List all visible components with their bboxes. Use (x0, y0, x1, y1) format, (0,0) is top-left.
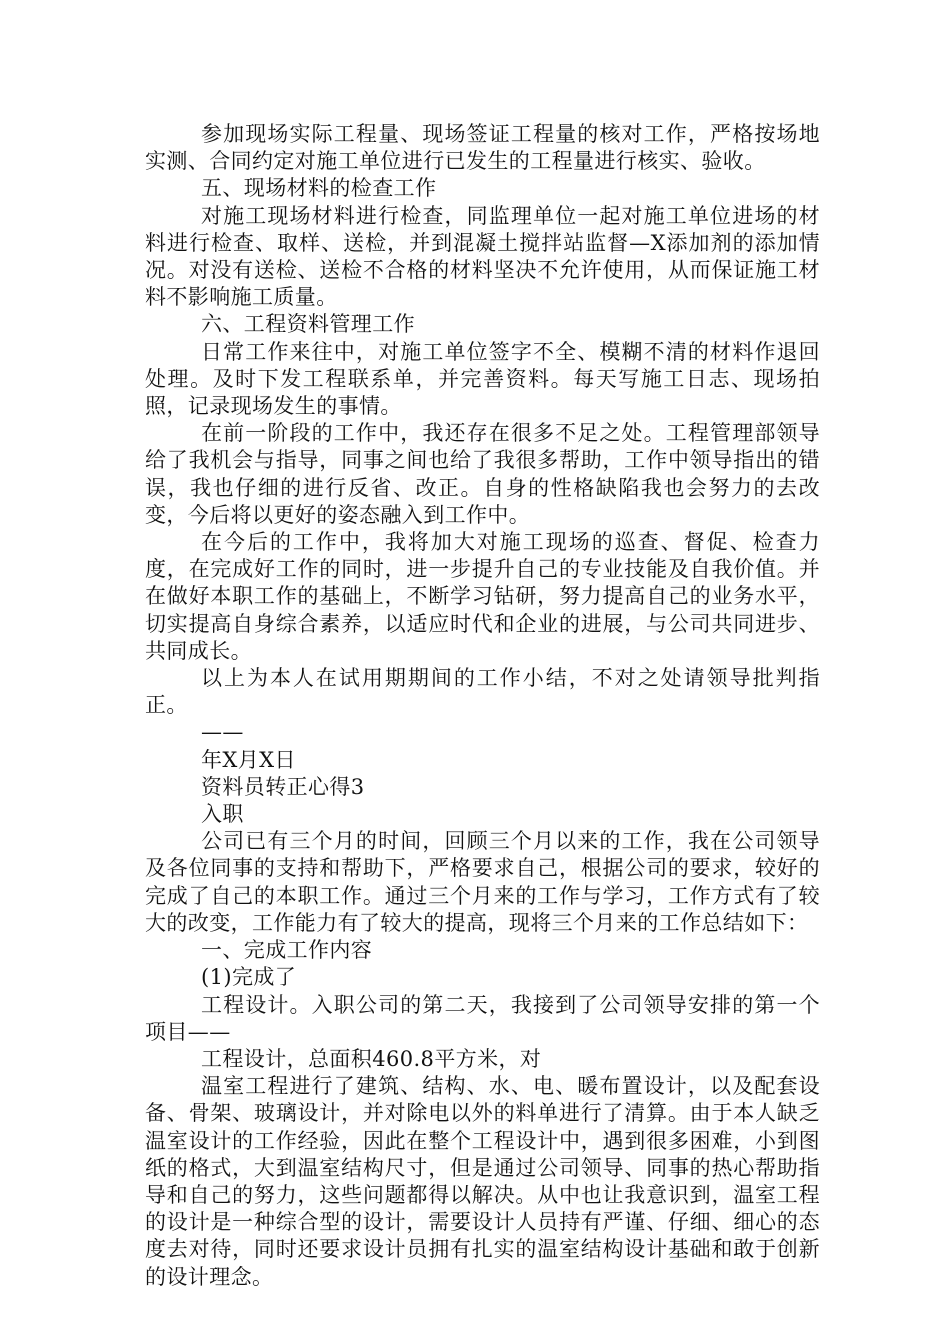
heading-completed-work: 一、完成工作内容 (201, 938, 373, 963)
heading-material-inspection: 五、现场材料的检查工作 (201, 176, 437, 201)
paragraph-document-management: 日常工作来往中，对施工单位签字不全、模糊不清的材料作退回处理。及时下发工程联系单，并完善资料。每天写施工日志、现场拍照，记录现场发生的事情。 (145, 339, 820, 419)
paragraph-onboarding-label: 入职 (201, 802, 244, 827)
list-item-1: (1)完成了 (201, 965, 297, 990)
paragraph-first-project: 工程设计。入职公司的第二天，我接到了公司领导安排的第一个项目—— (145, 992, 820, 1044)
heading-document-management: 六、工程资料管理工作 (201, 312, 415, 337)
section-title: 资料员转正心得3 (201, 774, 365, 799)
paragraph-future-plans: 在今后的工作中，我将加大对施工现场的巡查、督促、检查力度，在完成好工作的同时，进一步提升自己的专业技能及自我价值。并在做好本职工作的基础上，不断学习钻研，努力提高自己的业务水平，切实提高自身综合素养，以适应时代和企业的进展，与公司共同进步、共同成长。 (145, 530, 820, 663)
paragraph-greenhouse-design: 温室工程进行了建筑、结构、水、电、暖布置设计，以及配套设备、骨架、玻璃设计，并对除电以外的料单进行了清算。由于本人缺乏温室设计的工作经验，因此在整个工程设计中，遇到很多困难，小到图纸的格式，大到温室结构尺寸，但是通过公司领导、同事的热心帮助指导和自己的努力，这些问题都得以解决。从中也让我意识到，温室工程的设计是一种综合型的设计，需要设计人员持有严谨、仔细、细心的态度去对待，同时还要求设计员拥有扎实的温室结构设计基础和敢于创新的设计理念。 (145, 1074, 820, 1289)
document-body (145, 121, 820, 1291)
paragraph-workload-verification: 参加现场实际工程量、现场签证工程量的核对工作，严格按场地实测、合同约定对施工单位进行已发生的工程量进行核实、验收。 (145, 122, 820, 174)
paragraph-closing: 以上为本人在试用期期间的工作小结，不对之处请领导批判指正。 (145, 666, 820, 718)
paragraph-material-inspection: 对施工现场材料进行检查，同监理单位一起对施工单位进场的材料进行检查、取样、送检，并到混凝土搅拌站监督—X添加剂的添加情况。对没有送检、送检不合格的材料坚决不允许使用，从而保证施工材料不影响施工质量。 (145, 203, 820, 310)
date-line: 年X月X日 (201, 747, 296, 772)
paragraph-three-months-review: 公司已有三个月的时间，回顾三个月以来的工作，我在公司领导及各位同事的支持和帮助下，严格要求自己，根据公司的要求，较好的完成了自己的本职工作。通过三个月来的工作与学习，工作方式有了较大的改变，工作能力有了较大的提高，现将三个月来的工作总结如下： (145, 829, 820, 935)
signature-dash: —— (201, 720, 244, 745)
paragraph-project-area: 工程设计，总面积460.8平方米，对 (201, 1046, 542, 1071)
paragraph-shortcomings: 在前一阶段的工作中，我还存在很多不足之处。工程管理部领导给了我机会与指导，同事之间也给了我很多帮助，工作中领导指出的错误，我也仔细的进行反省、改正。自身的性格缺陷我也会努力的去改变，今后将以更好的姿态融入到工作中。 (145, 421, 820, 527)
